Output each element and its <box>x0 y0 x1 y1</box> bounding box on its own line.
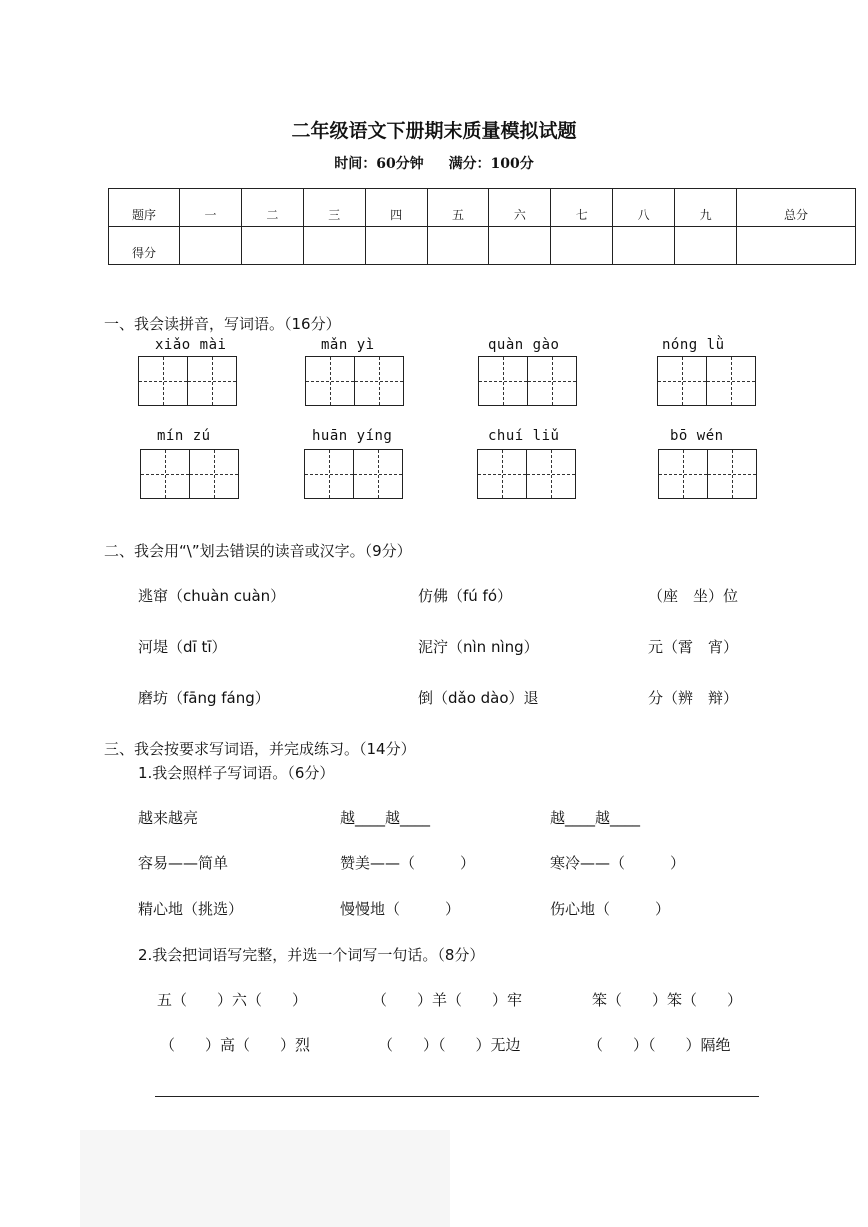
section2-heading: 二、我会用“\”划去错误的读音或汉字。（9分） <box>104 542 412 560</box>
score-cell[interactable] <box>427 227 489 265</box>
example-word: 越来越亮 <box>138 809 199 827</box>
pinyin-label: huān yíng <box>312 428 393 444</box>
pinyin-label: mín zú <box>157 428 211 444</box>
fill-blank[interactable]: 伤心地（ ） <box>550 900 671 918</box>
fill-blank[interactable]: 慢慢地（ ） <box>340 900 461 918</box>
writing-grid[interactable] <box>140 449 239 499</box>
col-total: 总分 <box>737 189 856 227</box>
col-7: 七 <box>551 189 613 227</box>
writing-grid[interactable] <box>138 356 237 406</box>
subquestion-1-heading: 1.我会照样子写词语。（6分） <box>138 764 335 782</box>
scan-shadow <box>80 1130 450 1227</box>
score-cell[interactable] <box>675 227 737 265</box>
score-cell[interactable] <box>365 227 427 265</box>
sentence-writing-line[interactable] <box>155 1096 759 1097</box>
col-6: 六 <box>489 189 551 227</box>
idiom-blank[interactable]: 笨（ ）笨（ ） <box>592 991 743 1009</box>
section1-heading: 一、我会读拼音，写词语。（16分） <box>104 315 341 333</box>
choice-item[interactable]: （座 坐）位 <box>648 587 739 605</box>
col-1: 一 <box>180 189 242 227</box>
fill-blank[interactable]: 赞美——（ ） <box>340 854 476 872</box>
col-8: 八 <box>613 189 675 227</box>
score-cell[interactable] <box>613 227 675 265</box>
exam-time: 时间：60分钟 <box>334 156 424 172</box>
col-5: 五 <box>427 189 489 227</box>
row-label-score: 得分 <box>109 227 180 265</box>
idiom-blank[interactable]: （ ）（ ）隔绝 <box>588 1036 731 1054</box>
section3-heading: 三、我会按要求写词语，并完成练习。（14分） <box>104 740 416 758</box>
choice-item[interactable]: 河堤（dī tī） <box>138 638 227 656</box>
writing-grid[interactable] <box>304 449 403 499</box>
pinyin-label: quàn gào <box>488 337 560 353</box>
row-label-question: 题序 <box>109 189 180 227</box>
col-2: 二 <box>241 189 303 227</box>
pinyin-label: bō wén <box>670 428 724 444</box>
writing-grid[interactable] <box>478 356 577 406</box>
score-cell[interactable] <box>551 227 613 265</box>
score-table-score-row <box>109 227 856 265</box>
choice-item[interactable]: 泥泞（nìn nìng） <box>418 638 539 656</box>
choice-item[interactable]: 分（辨 辩） <box>648 689 739 707</box>
score-cell[interactable] <box>180 227 242 265</box>
idiom-blank[interactable]: （ ）羊（ ）牢 <box>372 991 523 1009</box>
score-table <box>108 188 856 265</box>
idiom-blank[interactable]: （ ）（ ）无边 <box>378 1036 521 1054</box>
choice-item[interactable]: 磨坊（fāng fáng） <box>138 689 270 707</box>
col-3: 三 <box>303 189 365 227</box>
score-cell[interactable] <box>489 227 551 265</box>
writing-grid[interactable] <box>658 449 757 499</box>
col-4: 四 <box>365 189 427 227</box>
idiom-blank[interactable]: （ ）高（ ）烈 <box>160 1036 311 1054</box>
exam-full-score: 满分：100分 <box>448 156 534 172</box>
pinyin-label: chuí liǔ <box>488 428 560 444</box>
pinyin-label: xiǎo mài <box>155 337 227 353</box>
fill-blank[interactable]: 越____越____ <box>340 809 431 827</box>
choice-item[interactable]: 逃窜（chuàn cuàn） <box>138 587 286 605</box>
choice-item[interactable]: 仿佛（fú fó） <box>418 587 513 605</box>
example-word: 容易——简单 <box>138 854 229 872</box>
writing-grid[interactable] <box>305 356 404 406</box>
writing-grid[interactable] <box>477 449 576 499</box>
fill-blank[interactable]: 越____越____ <box>550 809 641 827</box>
exam-info <box>0 153 868 173</box>
pinyin-label: nóng lǜ <box>662 337 725 353</box>
score-table-header-row <box>109 189 856 227</box>
choice-item[interactable]: 倒（dǎo dào）退 <box>418 689 539 707</box>
fill-blank[interactable]: 寒冷——（ ） <box>550 854 686 872</box>
choice-item[interactable]: 元（霄 宵） <box>648 638 739 656</box>
idiom-blank[interactable]: 五（ ）六（ ） <box>157 991 308 1009</box>
score-cell[interactable] <box>303 227 365 265</box>
score-cell[interactable] <box>241 227 303 265</box>
score-cell[interactable] <box>737 227 856 265</box>
writing-grid[interactable] <box>657 356 756 406</box>
subquestion-2-heading: 2.我会把词语写完整，并选一个词写一句话。（8分） <box>138 946 485 964</box>
pinyin-label: mǎn yì <box>321 337 375 353</box>
example-word: 精心地（挑选） <box>138 900 244 918</box>
page-title: 二年级语文下册期末质量模拟试题 <box>291 120 577 142</box>
col-9: 九 <box>675 189 737 227</box>
